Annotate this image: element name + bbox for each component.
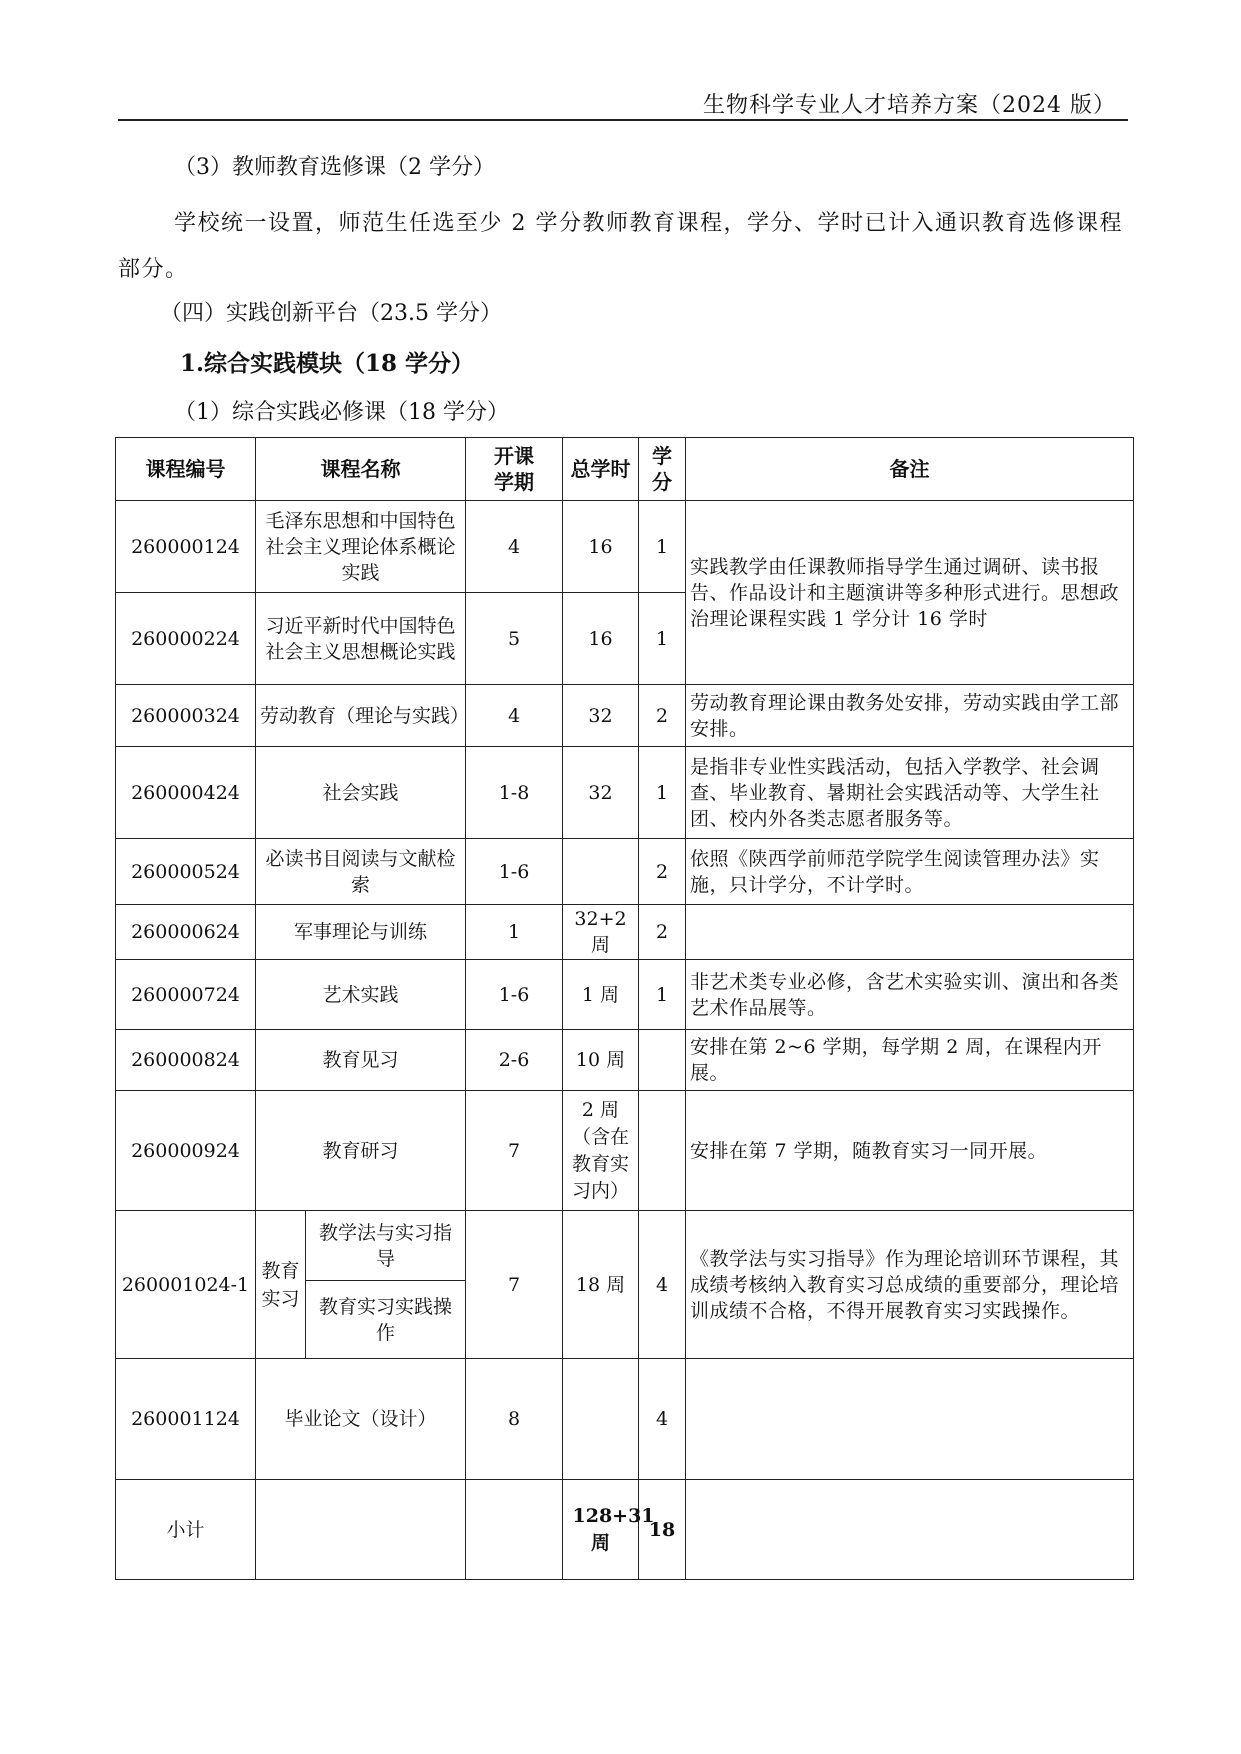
course-name: 军事理论与训练 [256,905,466,960]
course-term: 1 [466,905,563,960]
course-code: 260000824 [116,1030,256,1091]
course-hours: 32 [563,685,639,747]
course-name: 习近平新时代中国特色社会主义思想概论实践 [256,593,466,685]
internship-group [256,1211,306,1359]
course-name: 社会实践 [256,747,466,839]
table-row [116,1030,1134,1091]
header-code: 课程编号 [116,438,256,501]
table-row [116,747,1134,839]
table-row [116,839,1134,905]
subtotal-term-empty [466,1480,563,1580]
course-remark: 《教学法与实习指导》作为理论培训环节课程，其成绩考核纳入教育实习总成绩的重要部分，理论培训成绩不合格，不得开展教育实习实践操作。 [686,1211,1134,1359]
course-credit: 1 [639,501,686,593]
course-hours: 10 周 [563,1030,639,1091]
course-remark [686,1359,1134,1480]
table-row [116,1091,1134,1211]
course-name: 毕业论文（设计） [256,1359,466,1480]
course-credit: 1 [639,960,686,1030]
table-row [116,1359,1134,1480]
course-code: 260000624 [116,905,256,960]
course-credit: 4 [639,1211,686,1359]
course-term: 1-6 [466,960,563,1030]
course-name: 教育见习 [256,1030,466,1091]
header-term-text: 开课学期 [494,444,534,494]
subtotal-label: 小计 [116,1480,256,1580]
subtotal-credit: 18 [639,1480,686,1580]
course-credit: 4 [639,1359,686,1480]
course-credit: 2 [639,905,686,960]
course-remark: 是指非专业性实践活动，包括入学教学、社会调查、毕业教育、暑期社会实践活动等、大学生社团、校内外各类志愿者服务等。 [686,747,1134,839]
table-row [116,685,1134,747]
course-credit: 2 [639,839,686,905]
course-code: 260000424 [116,747,256,839]
table-row [116,905,1134,960]
course-remark [686,905,1134,960]
course-remark: 非艺术类专业必修，含艺术实验实训、演出和各类艺术作品展等。 [686,960,1134,1030]
course-term: 1-8 [466,747,563,839]
course-hours: 32+2 周 [563,905,639,960]
course-term: 4 [466,685,563,747]
table-row [116,501,1134,593]
header-hours: 总学时 [563,438,639,501]
course-term: 7 [466,1091,563,1211]
course-code: 260001024-1 [116,1211,256,1359]
internship-group-text: 教育实习 [261,1259,300,1310]
course-credit: 2 [639,685,686,747]
course-credit [639,1091,686,1211]
course-table [115,437,1134,1580]
table-row-internship [116,1211,1134,1281]
course-credit: 1 [639,747,686,839]
subtotal-remark-empty [686,1480,1134,1580]
course-term: 2-6 [466,1030,563,1091]
subtotal-hours-text: 128+31 周 [572,1504,655,1554]
course-hours-text: 2 周（含在教育实习内） [571,1098,629,1202]
teacher-elective-heading: （3）教师教育选修课（2 学分） [174,155,495,180]
course-remark: 安排在第 2~6 学期，每学期 2 周，在课程内开展。 [686,1030,1134,1091]
course-hours: 32 [563,747,639,839]
course-name: 艺术实践 [256,960,466,1030]
module-heading: 1.综合实践模块（18 学分） [180,350,475,377]
course-code: 260000724 [116,960,256,1030]
internship-sub-1: 教学法与实习指导 [306,1211,466,1281]
course-code: 260000524 [116,839,256,905]
course-remark: 劳动教育理论课由教务处安排，劳动实践由学工部安排。 [686,685,1134,747]
header-remark: 备注 [686,438,1134,501]
page-header-title: 生物科学专业人才培养方案（2024 版） [703,93,1116,118]
course-code: 260000224 [116,593,256,685]
course-remark: 实践教学由任课教师指导学生通过调研、读书报告、作品设计和主题演讲等多种形式进行。思想政治理论课程实践 1 学分计 16 学时 [686,501,1134,685]
header-name: 课程名称 [256,438,466,501]
course-name: 劳动教育（理论与实践） [256,685,466,747]
header-term [466,438,563,501]
course-name: 必读书目阅读与文献检索 [256,839,466,905]
course-name: 毛泽东思想和中国特色社会主义理论体系概论实践 [256,501,466,593]
course-name: 教育研习 [256,1091,466,1211]
course-hours [563,1091,639,1211]
required-course-heading: （1）综合实践必修课（18 学分） [174,400,509,425]
table-row-subtotal [116,1480,1134,1580]
practice-platform-heading: （四）实践创新平台（23.5 学分） [160,301,502,326]
course-code: 260000324 [116,685,256,747]
teacher-elective-body: 学校统一设置，师范生任选至少 2 学分教师教育课程，学分、学时已计入通识教育选修课程部分。 [118,211,1123,282]
table-header-row [116,438,1134,501]
course-credit: 1 [639,593,686,685]
course-term: 4 [466,501,563,593]
course-remark: 安排在第 7 学期，随教育实习一同开展。 [686,1091,1134,1211]
course-hours [563,1359,639,1480]
subtotal-hours [563,1480,655,1580]
course-hours: 1 周 [563,960,639,1030]
course-hours: 16 [563,593,639,685]
header-rule [118,119,1128,121]
course-remark: 依照《陕西学前师范学院学生阅读管理办法》实施，只计学分，不计学时。 [686,839,1134,905]
course-code: 260001124 [116,1359,256,1480]
course-hours: 16 [563,501,639,593]
course-term: 1-6 [466,839,563,905]
course-term: 8 [466,1359,563,1480]
course-code: 260000924 [116,1091,256,1211]
course-credit [639,1030,686,1091]
table-row [116,960,1134,1030]
course-term: 5 [466,593,563,685]
course-code: 260000124 [116,501,256,593]
header-credit: 学分 [639,438,686,501]
subtotal-name-empty [256,1480,466,1580]
course-hours [563,839,639,905]
internship-sub-2: 教育实习实践操作 [306,1281,466,1359]
course-hours: 18 周 [563,1211,639,1359]
course-term: 7 [466,1211,563,1359]
